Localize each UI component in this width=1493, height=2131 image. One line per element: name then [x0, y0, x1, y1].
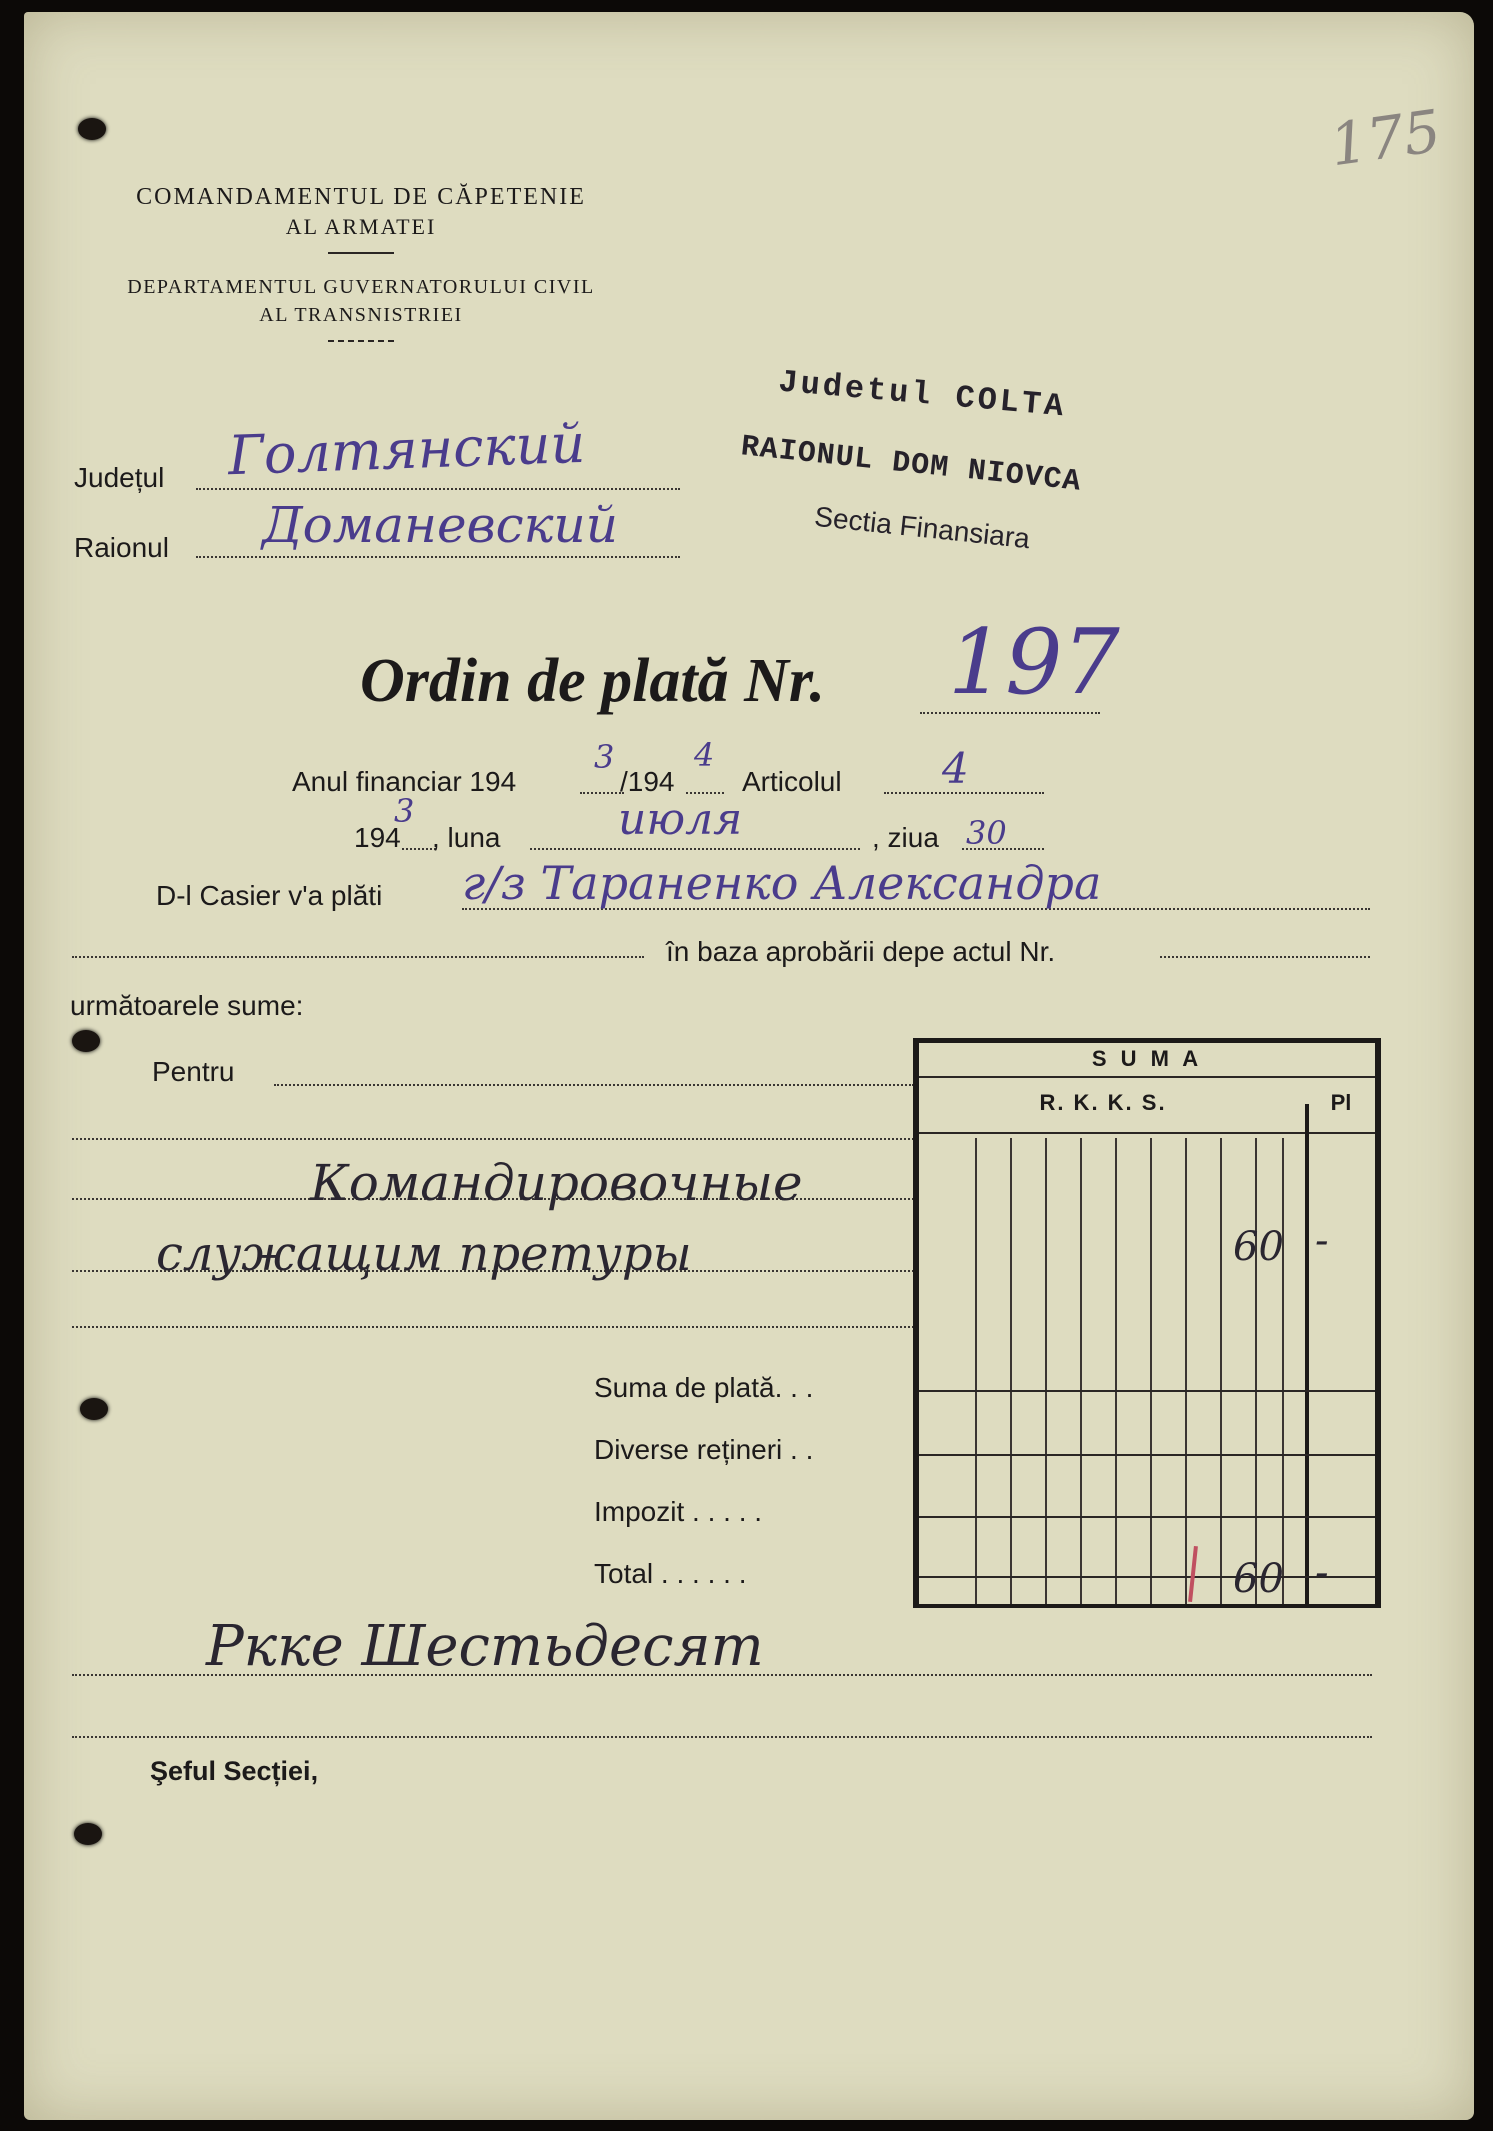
- digit-col-line: [1080, 1138, 1082, 1604]
- table-row-line: [919, 1454, 1375, 1456]
- table-row-line: [919, 1516, 1375, 1518]
- header-divider-1: [328, 252, 394, 254]
- table-row-line: [919, 1390, 1375, 1392]
- total-value: 60: [1233, 1556, 1284, 1602]
- year-line: [402, 848, 436, 850]
- digit-col-line: [975, 1138, 977, 1604]
- year-prefix: 194: [354, 822, 401, 853]
- aprobare-blank-line: [72, 956, 644, 958]
- stamp-line-1: Judetul COLTA: [776, 363, 1068, 426]
- judetul-line: [196, 488, 680, 490]
- suma-table: [913, 1038, 1381, 1608]
- digit-col-line: [1185, 1138, 1187, 1604]
- punch-hole-4: [74, 1823, 102, 1845]
- table-header-suma: S U M A: [1091, 1046, 1203, 1071]
- total-dash: -: [1315, 1550, 1329, 1596]
- anul-sep: /194: [620, 766, 675, 797]
- archive-number: 175: [1325, 96, 1445, 180]
- judetul-value: Голтянский: [227, 411, 587, 488]
- digit-col-line: [1045, 1138, 1047, 1604]
- table-bottom-border: [913, 1604, 1381, 1608]
- digit-col-line: [1282, 1138, 1284, 1604]
- amount-in-words: Ркке Шестьдесят: [206, 1614, 764, 1679]
- pentru-line-1: [72, 1138, 914, 1140]
- urmatoare-label: următoarele sume:: [70, 990, 304, 1021]
- digit-col-line: [1255, 1138, 1257, 1604]
- table-header-divider-1: [919, 1076, 1375, 1078]
- anul-label: Anul financiar 194: [292, 766, 517, 797]
- raionul-label: Raionul: [74, 532, 169, 563]
- year-suffix: 3: [394, 792, 415, 830]
- seful-sectiei-label: Şeful Secției,: [150, 1756, 319, 1786]
- suma-de-plata-label: Suma de plată. . .: [594, 1372, 814, 1403]
- stamp-line-2: RAIONUL DOM NIOVCA: [739, 430, 1083, 500]
- digit-col-line: [1010, 1138, 1012, 1604]
- table-header-rkks: R. K. K. S.: [1039, 1090, 1167, 1115]
- stamp-line-3: Sectia Finansiara: [813, 500, 1032, 555]
- header-line-2: AL ARMATEI: [285, 214, 437, 239]
- impozit-label: Impozit . . . . .: [594, 1496, 763, 1527]
- casier-label: D-l Casier v'a plăti: [156, 880, 383, 911]
- digit-col-line: [1220, 1138, 1222, 1604]
- header-line-4: AL TRANSNISTRIEI: [259, 304, 463, 326]
- order-number: 197: [948, 610, 1120, 715]
- punch-hole-3: [80, 1398, 108, 1420]
- table-row-line: [919, 1576, 1375, 1578]
- digit-col-line: [1150, 1138, 1152, 1604]
- punch-hole-2: [72, 1030, 100, 1052]
- amount-dash: -: [1315, 1218, 1329, 1264]
- aprobare-label: în baza aprobării depe actul Nr.: [666, 936, 1056, 967]
- anul-year-2: 4: [694, 736, 715, 774]
- luna-line: [530, 848, 860, 850]
- judetul-label: Județul: [74, 462, 165, 493]
- table-top-border: [913, 1038, 1381, 1043]
- aprobare-line: [1160, 956, 1370, 958]
- raionul-line: [196, 556, 680, 558]
- punch-hole-1: [78, 118, 106, 140]
- table-header-pl: Pl: [1330, 1090, 1352, 1115]
- ziua-label: , ziua: [872, 822, 939, 853]
- header-divider-2: [328, 340, 394, 342]
- casier-value: г/з Тараненко Александра: [462, 856, 1102, 910]
- page-title: Ordin de plată Nr.: [360, 647, 826, 715]
- pentru-line-4: [72, 1326, 914, 1328]
- words-line-2: [72, 1736, 1372, 1738]
- pentru-label: Pentru: [152, 1056, 235, 1087]
- total-label: Total . . . . . .: [594, 1558, 747, 1589]
- table-left-border: [913, 1038, 919, 1608]
- luna-value: июля: [618, 794, 743, 845]
- red-pencil-mark: [1188, 1546, 1198, 1602]
- diverse-retineri-label: Diverse rețineri . .: [594, 1434, 814, 1465]
- ziua-value: 30: [966, 814, 1007, 852]
- header-line-1: COMANDAMENTUL DE CĂPETENIE: [136, 184, 586, 210]
- table-right-border: [1375, 1038, 1381, 1608]
- pentru-text-1: Командировочные: [310, 1154, 803, 1212]
- header-line-3: DEPARTAMENTUL GUVERNATORULUI CIVIL: [127, 276, 595, 298]
- articolul-label: Articolul: [742, 766, 842, 797]
- amount-value: 60: [1233, 1224, 1284, 1270]
- luna-label: , luna: [432, 822, 501, 853]
- articolul-value: 4: [942, 744, 969, 793]
- raionul-value: Доманевский: [262, 496, 618, 554]
- digit-col-line: [1115, 1138, 1117, 1604]
- pentru-line-0: [274, 1084, 914, 1086]
- pentru-text-2: служащим претуры: [156, 1226, 692, 1282]
- anul-year-1: 3: [594, 738, 615, 776]
- pl-divider: [1305, 1104, 1309, 1604]
